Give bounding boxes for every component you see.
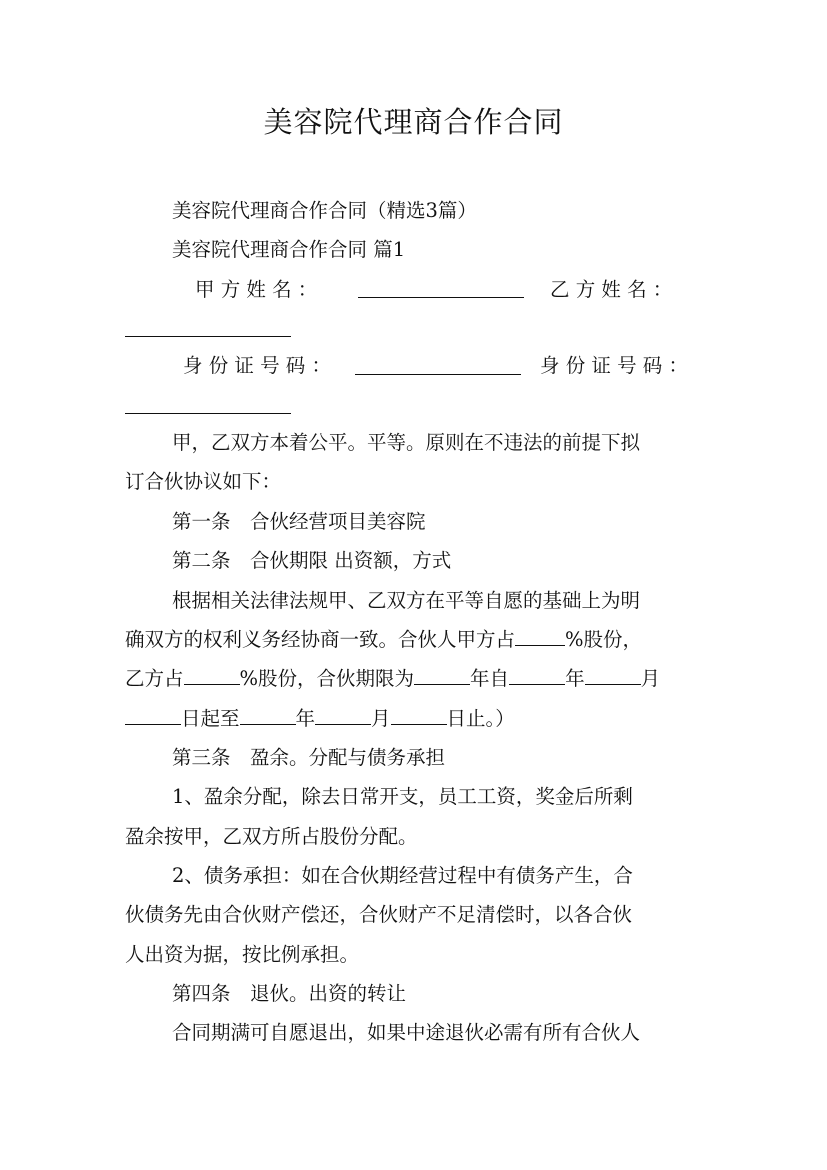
text-segment: 日止。） [446,707,515,730]
paragraph-3-line-3: 人出资为据，按比例承担。 [125,943,360,966]
party-a-name-label: 甲 方 姓 名 ： [195,278,318,301]
text-segment: 月 [371,707,391,730]
text-segment: 月 [640,667,661,690]
paragraph-3-line-2: 伙债务先由合伙财产偿还，合伙财产不足清偿时，以各合伙 [125,903,633,926]
text-segment: %股份，合伙期限为 [239,667,415,690]
party-b-id-label: 身 份 证 号 码 ： [540,354,688,377]
blank [515,627,565,646]
paragraph-1-line-2 [125,625,705,655]
article-4: 第四条 退伙。出资的转让 [172,982,407,1005]
subtitle: 美容院代理商合作合同（精选3篇） [172,199,477,222]
paragraph-1-line-1: 根据相关法律法规甲、乙双方在平等自愿的基础上为明 [172,589,641,612]
party-a-id-label: 身 份 证 号 码 ： [183,354,331,377]
paragraph-2-line-1: 1、盈余分配，除去日常开支，员工工资，奖金后所剩 [172,785,633,808]
section-heading: 美容院代理商合作合同 篇1 [172,238,406,261]
text-segment: 日起至 [181,707,240,730]
text-segment: 年自 [470,667,510,690]
blank [125,706,181,725]
blank [585,666,641,685]
blank [414,666,470,685]
blank [315,706,371,725]
paragraph-2-line-2: 盈余按甲，乙双方所占股份分配。 [125,825,418,848]
intro-line-2: 订合伙协议如下： [125,470,282,493]
party-b-id-blank [125,413,291,414]
blank [509,666,565,685]
text-segment: 年 [295,707,316,730]
intro-line-1: 甲，乙双方本着公平。平等。原则在不违法的前提下拟 [172,431,641,454]
party-a-id-blank [355,374,521,375]
article-2: 第二条 合伙期限 出资额，方式 [172,549,452,572]
text-segment: %股份， [565,628,643,651]
party-a-name-blank [358,297,524,298]
party-b-name-blank [125,336,291,337]
document-title: 美容院代理商合作合同 [263,105,564,139]
paragraph-4-line-1: 合同期满可自愿退出，如果中途退伙必需有所有合伙人 [172,1021,641,1044]
paragraph-1-line-4 [125,704,705,734]
paragraph-3-line-1: 2、债务承担：如在合伙期经营过程中有债务产生，合 [172,864,633,887]
party-b-name-label: 乙 方 姓 名 ： [550,278,673,301]
text-segment: 乙方占 [125,667,184,690]
paragraph-1-line-3 [125,664,705,694]
article-3: 第三条 盈余。分配与债务承担 [172,746,446,769]
text-segment: 确双方的权利义务经协商一致。合伙人甲方占 [125,628,516,651]
blank [184,666,240,685]
blank [240,706,296,725]
article-1: 第一条 合伙经营项目美容院 [172,510,426,533]
text-segment: 年 [565,667,585,690]
blank [391,706,447,725]
